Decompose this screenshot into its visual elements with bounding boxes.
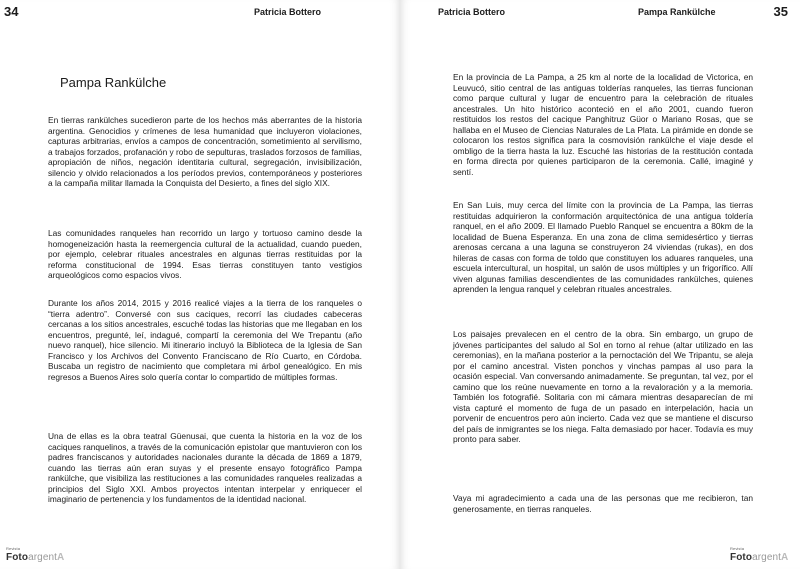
page-number: 34 — [4, 4, 19, 19]
paragraph: Vaya mi agradecimiento a cada una de las personas que me recibieron, tan generosamente, en tierras ranqueles. — [453, 493, 753, 514]
paragraph: En tierras rankülches sucedieron parte de los hechos más aberrantes de la historia argentina. Genocidios y crímenes de lesa humanidad que incluyeron violaciones, capturas arbitrarias, envíos a campos de concentración, sometimiento al servilismo, a trabajos forzados, profanación y robo de sepulturas, traslados forzosos de familias, apropiación de niños, negación identitaria cultural, segregación, invisibilización, silencio y olvido relacionados a los períodos previos, contemporáneos y posteriores a la campaña militar llamada la Conquista del Desierto, a fines del siglo XIX. — [48, 115, 362, 188]
running-head-author: Patricia Bottero — [254, 7, 322, 17]
paragraph: En San Luis, muy cerca del límite con la provincia de La Pampa, las tierras restituidas adquirieron la conformación arquitectónica de una antigua toldería ranquel, en el año 2009. El llamado Pueblo Ranquel se encuentra a 80km de la localidad de Buena Esperanza. En una zona de clima semidesértico y tierras arenosas cercana a una laguna se construyeron 24 viviendas (rukas), en dos hileras de casas con forma de toldo que constituyen los aduares ranqueles, una escuela intercultural, un hospital, un salón de usos múltiples y un frigorífico. Allí viven algunas familias descendientes de las comunidades rankülches, quienes aprenden la lengua ranquel y celebran rituales ancestrales. — [453, 200, 753, 294]
logo-small-text: Revista — [730, 546, 745, 551]
logo-small-text: Revista — [6, 546, 21, 551]
paragraph: En la provincia de La Pampa, a 25 km al norte de la localidad de Victorica, en Leuvucó, sitio central de las antiguas tolderías ranqueles, las tierras funcionan como parque cultural y lugar de encuentro para la celebración de rituales ancestrales. Un hito histórico aconteció en el año 2001, cuando fueron restituidos los restos del cacique Panghitruz Güor o Mariano Rosas, que se hallaba en el Museo de Ciencias Naturales de La Plata. La pirámide en donde se colocaron los restos significa para la cosmovisión rankülche el viaje desde el ombligo de la tierra hasta la luz. Escuché las historias de la restitución contada en forma directa por quienes participaron de la ceremonia. Callé, imaginé y sentí. — [453, 72, 753, 177]
article-heading: Pampa Rankülche — [60, 75, 167, 90]
logo-mark: A — [57, 552, 65, 563]
magazine-logo — [6, 546, 65, 563]
logo-text-a: Foto — [730, 552, 753, 563]
paragraph: Durante los años 2014, 2015 y 2016 realicé viajes a la tierra de los ranqueles o “tierra adentro”. Conversé con sus caciques, recorrí las ciudades cabeceras cercanas a los sitios ancestrales, escuché todas las historias que me llegaban en los encuentros, pregunté, leí, indagué, compartí la ceremonia del We Trepantu (año nuevo ranquel), hice silencio. Mi itinerario incluyó la Biblioteca de la Iglesia de San Francisco y los Archivos del Convento Franciscano de Río Cuarto, en Córdoba. Buscaba un registro de nacimiento que completara mi árbol genealógico. En mis regresos a Buenos Aires solo quería contar lo compartido de múltiples formas. — [48, 298, 362, 382]
logo-mark: A — [781, 552, 789, 563]
running-head-author: Patricia Bottero — [438, 7, 506, 17]
magazine-logo — [730, 546, 789, 563]
logo-text-a: Foto — [6, 552, 29, 563]
paragraph: Las comunidades ranqueles han recorrido un largo y tortuoso camino desde la homogeneización hasta la reemergencia cultural de la actualidad, cuando pueden, por ejemplo, celebrar rituales ancestrales en algunas tierras restituidas por la reforma constitucional de 1994. Esas tierras constituyen tanto vestigios arqueológicos como espacios vivos. — [48, 228, 362, 280]
logo-text-b: argent — [28, 552, 58, 563]
paragraph: Una de ellas es la obra teatral Güenusai, que cuenta la historia en la voz de los caciques ranquelinos, a través de la comunicación epistolar que mantuvieron con los padres franciscanos y autoridades nacionales durante la década de 1869 a 1879, cuando las tierras aún eran suyas y el presente ensayo fotográfico Pampa rankülche, que visibiliza las restituciones a las comunidades ranqueles realizadas a principios del Siglo XXI. Ambos proyectos intentan interpelar y enriquecer el imaginario de pertenencia y los fundamentos de la identidad nacional. — [48, 431, 362, 504]
running-head-title: Pampa Rankülche — [638, 7, 716, 17]
page-number: 35 — [773, 4, 788, 19]
logo-text-b: argent — [752, 552, 782, 563]
paragraph: Los paisajes prevalecen en el centro de la obra. Sin embargo, un grupo de jóvenes participantes del saludo al Sol en torno al rehue (altar utilizado en las ceremonias), en la mañana posterior a la pernoctación del We Tripantu, se aleja por el camino ancestral. Visten ponchos y vinchas pampas al uso para la ocasión especial. Van conversando animadamente. Se preguntan, tal vez, por el camino que los reúne nuevamente en torno a la revaloración y a la memoria. También los fotografié. Solitaria con mi cámara mientras desaparecían de mi vista capturé el momento de fuga de un pasado en interpelación, hacia un porvenir de encuentros pero aún incierto. Cada vez que se mantiene el discurso del país de inmigrantes se los niega. Falta demasiado por hacer. Todavía es muy pronto para saber. — [453, 329, 753, 444]
right-page — [400, 0, 800, 569]
